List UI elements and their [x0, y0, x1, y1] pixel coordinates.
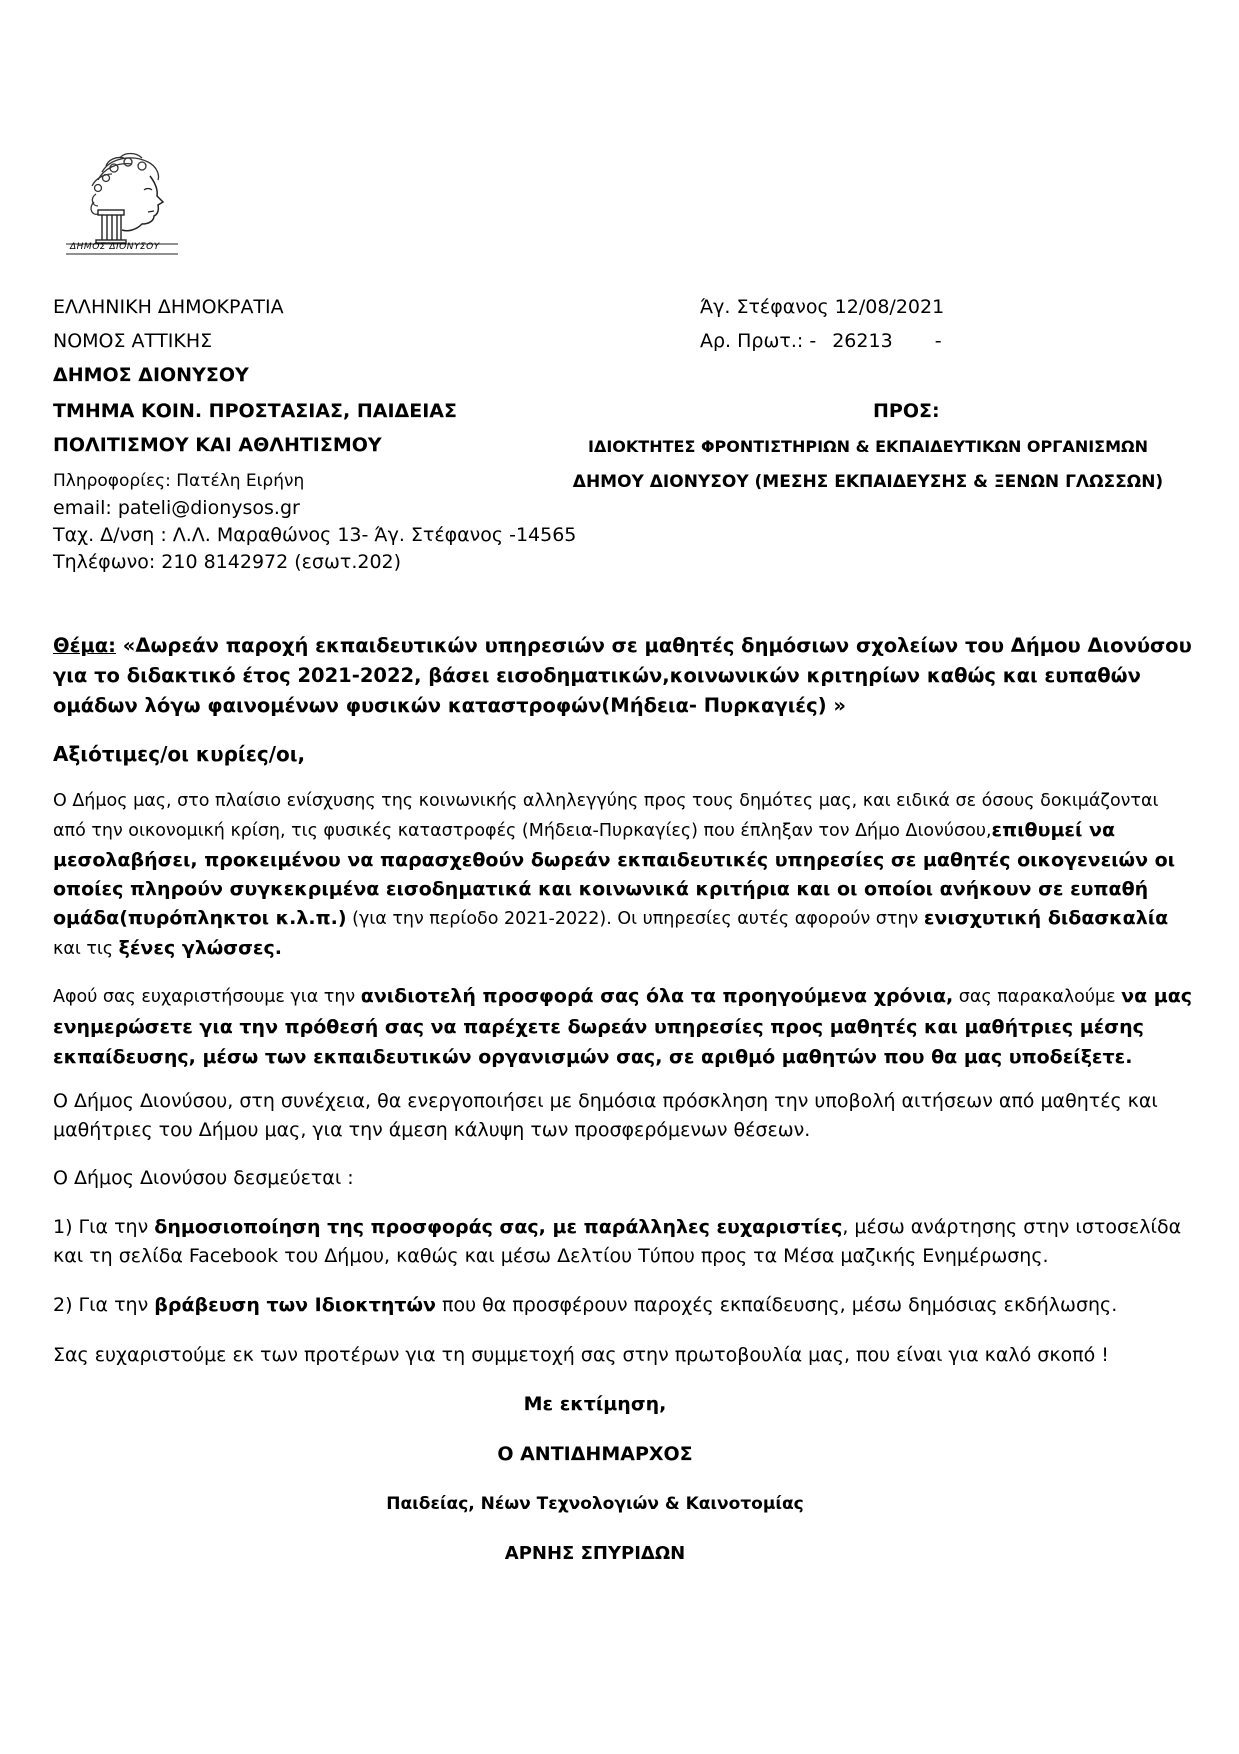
- intro-period: (για την περίοδο 2021-2022). Οι υπηρεσίες αυτές αφορούν στην: [346, 909, 924, 929]
- subject-text: «Δωρεάν παροχή εκπαιδευτικών υπηρεσιών σε μαθητές δημόσιων σχολείων του Δήμου Διονύσου για το διδακτικό έτος 2021-2022, βάσει εισοδηματικών,κοινωνικών κριτηρίων καθώς και ευπαθών ομάδων λόγω φαινομένων φυσικών καταστροφών(Μήδεια- Πυρκαγιές) »: [53, 634, 1192, 717]
- protocol-suffix: -: [934, 330, 942, 352]
- signature-department: Παιδείας, Νέων Τεχνολογιών & Καινοτομίας: [386, 1494, 804, 1514]
- paragraph-process: Ο Δήμος Διονύσου, στη συνέχεια, θα ενεργοποιήσει με δημόσια πρόσκληση την υποβολή αιτήσεων από μαθητές και μαθήτριες του Δήμου μας, για την άμεση κάλυψη των προσφερόμενων θέσεων.: [53, 1090, 1158, 1141]
- recipient-line-1: ΙΔΙΟΚΤΗΤΕΣ ΦΡΟΝΤΙΣΤΗΡΙΩΝ & ΕΚΠΑΙΔΕΥΤΙΚΩΝ ΟΡΓΑΝΙΣΜΩΝ: [588, 437, 1148, 456]
- header-municipality: ΔΗΜΟΣ ΔΙΟΝΥΣΟΥ: [53, 364, 249, 386]
- contact-address: Ταχ. Δ/νση : Λ.Λ. Μαραθώνος 13- Άγ. Στέφανος -14565: [53, 524, 577, 546]
- intro-text: Ο Δήμος μας, στο πλαίσιο ενίσχυσης της κοινωνικής αλληλεγγύης προς τους δημότες μας, και ειδικά σε όσους δοκιμάζονται από την οικονομική κρίση, τις φυσικές καταστροφές (Μήδεια-Πυρκαγίες) που έπληξαν τον Δήμο Διονύσου,: [53, 791, 1159, 841]
- item2-bold: βράβευση των Ιδιοκτητών: [154, 1294, 436, 1316]
- subject: [53, 631, 1193, 721]
- commitment-item-2: [53, 1290, 1193, 1320]
- request-thanks: ανιδιοτελή προσφορά σας όλα τα προηγούμενα χρόνια,: [360, 985, 954, 1007]
- item1-prefix: 1) Για την: [53, 1216, 155, 1238]
- dionysus-head-emblem: [62, 150, 192, 256]
- intro-tutoring: ενισχυτική διδασκαλία: [923, 907, 1169, 929]
- signature-title: Ο ΑΝΤΙΔΗΜΑΡΧΟΣ: [497, 1443, 693, 1465]
- municipality-logo: [62, 150, 192, 256]
- signature-regards: Με εκτίμηση,: [523, 1393, 667, 1415]
- paragraph-intro: [53, 786, 1193, 964]
- document-date: Άγ. Στέφανος 12/08/2021: [700, 296, 945, 318]
- protocol-number: [700, 330, 942, 352]
- protocol-label: Αρ. Πρωτ.: -: [700, 330, 817, 352]
- commitment-item-1: [53, 1213, 1193, 1271]
- paragraph-commitment: Ο Δήμος Διονύσου δεσμεύεται :: [53, 1167, 354, 1189]
- recipient-line-2: ΔΗΜΟΥ ΔΙΟΝΥΣΟΥ (ΜΕΣΗΣ ΕΚΠΑΙΔΕΥΣΗΣ & ΞΕΝΩΝ ΓΛΩΣΣΩΝ): [572, 472, 1164, 492]
- signature-name: ΑΡΝΗΣ ΣΠΥΡΙΔΩΝ: [504, 1543, 686, 1564]
- request-text: Αφού σας ευχαριστήσουμε για την: [53, 987, 361, 1007]
- request-ask: σας παρακαλούμε: [953, 987, 1122, 1007]
- subject-label: Θέμα:: [53, 634, 116, 657]
- item2-text: που θα προσφέρουν παροχές εκπαίδευσης, μέσω δημόσιας εκδήλωσης.: [435, 1294, 1118, 1316]
- header-prefecture: ΝΟΜΟΣ ΑΤΤΙΚΗΣ: [53, 330, 213, 352]
- request-bold: να μας ενημερώσετε για την πρόθεσή σας να παρέχετε δωρεάν υπηρεσίες προς μαθητές και μαθήτριες μέσης εκπαίδευσης, μέσω των εκπαιδευτικών οργανισμών σας, σε αριθμό μαθητών που θα μας υποδείξετε.: [53, 985, 1193, 1068]
- item1-bold: δημοσιοποίηση της προσφοράς σας, με παράλληλες ευχαριστίες: [154, 1216, 843, 1238]
- contact-email: email: pateli@dionysos.gr: [53, 497, 300, 519]
- closing-paragraph: Σας ευχαριστούμε εκ των προτέρων για τη συμμετοχή σας στην πρωτοβουλία μας, που είναι για καλό σκοπό !: [53, 1344, 1109, 1366]
- item1-text: , μέσω ανάρτησης στην ιστοσελίδα και τη σελίδα Facebook του Δήμου, καθώς και μέσω Δελτίου Τύπου προς τα Μέσα μαζικής Ενημέρωσης.: [53, 1216, 1182, 1267]
- paragraph-request: [53, 981, 1193, 1072]
- header-department: ΤΜΗΜΑ ΚΟΙΝ. ΠΡΟΣΤΑΣΙΑΣ, ΠΑΙΔΕΙΑΣ: [53, 400, 457, 422]
- intro-bold: επιθυμεί να μεσολαβήσει, προκειμένου να παρασχεθούν δωρεάν εκπαιδευτικές υπηρεσίες σε μαθητές οικογενειών οι οποίες πληρούν συγκεκριμένα εισοδηματικά και κοινωνικά κριτήρια και οι οποίοι ανήκουν σε ευπαθή ομάδα(πυρόπληκτοι κ.λ.π.): [53, 819, 1176, 929]
- logo-caption: ΔΗΜΟΣ ΔΙΟΝΥΣΟΥ: [70, 242, 160, 252]
- header-country: ΕΛΛΗΝΙΚΗ ΔΗΜΟΚΡΑΤΙΑ: [53, 296, 284, 318]
- intro-languages: ξένες γλώσσες.: [118, 937, 282, 959]
- item2-prefix: 2) Για την: [53, 1294, 155, 1316]
- contact-phone: Τηλέφωνο: 210 8142972 (εσωτ.202): [53, 551, 402, 573]
- contact-info-person: Πληροφορίες: Πατέλη Ειρήνη: [53, 471, 305, 491]
- recipient-label: ΠΡΟΣ:: [873, 400, 940, 422]
- protocol-value: 26213: [832, 330, 893, 352]
- greeting: Αξιότιμες/οι κυρίες/οι,: [53, 742, 306, 766]
- header-department-cont: ΠΟΛΙΤΙΣΜΟΥ ΚΑΙ ΑΘΛΗΤΙΣΜΟΥ: [53, 434, 382, 456]
- intro-and: και τις: [53, 939, 119, 959]
